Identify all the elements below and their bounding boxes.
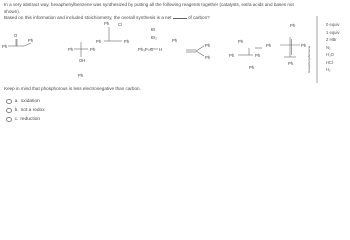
ph-label: Ph: [90, 47, 96, 52]
atom-label-oh: OH: [79, 58, 86, 63]
atom-label-o: O: [14, 33, 18, 38]
ph-label: Ph: [2, 44, 8, 49]
ph-label: Ph: [249, 65, 255, 70]
ph-label: Ph: [172, 38, 178, 43]
option-not-a-redox[interactable]: [6, 106, 45, 115]
option-reduction[interactable]: [6, 115, 45, 124]
reagent-item: 2 HBr: [326, 37, 337, 42]
reaction-scheme-drawing: [0, 13, 350, 85]
vertical-label: Hexaphenylbenzene: [307, 45, 311, 73]
reagent-item: 0 equiv: [326, 22, 340, 27]
question-line-1: In a very abstract way, hexaphenylbenzene was synthesized by putting all the following reagents together (catalysts, extra acids and bases not shown).: [4, 2, 294, 14]
ph-label: Ph: [229, 53, 235, 58]
atom-label-cl: Cl: [118, 22, 122, 27]
reagent-item: H₂O: [326, 52, 334, 57]
answer-options: [6, 97, 45, 124]
radio-button[interactable]: [6, 99, 12, 105]
option-label: oxidation: [20, 99, 40, 104]
option-label: reduction: [20, 117, 41, 122]
reagent-ylide: Ph₃P=C: [138, 47, 154, 52]
ph-label: Ph: [124, 39, 130, 44]
ph-label: Ph: [205, 55, 211, 60]
ph-label: Ph: [255, 53, 261, 58]
reagent-item: H₂: [326, 67, 331, 72]
ph-label: Ph: [96, 39, 102, 44]
ph-label: Ph: [68, 47, 74, 52]
ph-label: Ph: [205, 43, 211, 48]
ph-label: Ph: [288, 61, 294, 66]
ph-label: Ph: [104, 21, 110, 26]
option-label: not a redox: [20, 108, 45, 113]
ph-label: Ph: [238, 39, 244, 44]
atom-label-h: H: [159, 47, 163, 52]
bond-line: [196, 46, 204, 51]
ph-label: Ph: [28, 38, 34, 43]
reagent-br2: Br₂: [151, 35, 157, 40]
question-line-2-end: of carbon?: [187, 15, 210, 21]
bond-line: [196, 51, 204, 56]
ph-label: Ph: [301, 43, 307, 48]
ph-label: Ph: [266, 43, 272, 48]
reagent-item: N₂: [326, 44, 331, 50]
question-line-2-start: Based on this information and included stoichiometry, the overall synthesis is a net: [4, 15, 172, 21]
ph-label: Ph: [78, 73, 84, 78]
atom-label-br: Br: [151, 27, 156, 32]
reagent-list: [326, 21, 348, 74]
option-letter: b.: [14, 108, 19, 113]
option-oxidation[interactable]: [6, 97, 45, 106]
radio-button[interactable]: [6, 117, 12, 123]
radio-button[interactable]: [6, 108, 12, 114]
reaction-scheme: [0, 13, 350, 85]
reagent-item: HCl: [326, 59, 333, 65]
option-letter: a.: [14, 99, 19, 104]
reagent-item: 1 equiv: [326, 29, 340, 35]
hint-note: Keep in mind that phosphorous is less electronegative than carbon.: [4, 86, 141, 91]
ph-label: Ph: [290, 23, 296, 28]
option-letter: c.: [14, 117, 19, 122]
bond-line: [24, 43, 31, 46]
